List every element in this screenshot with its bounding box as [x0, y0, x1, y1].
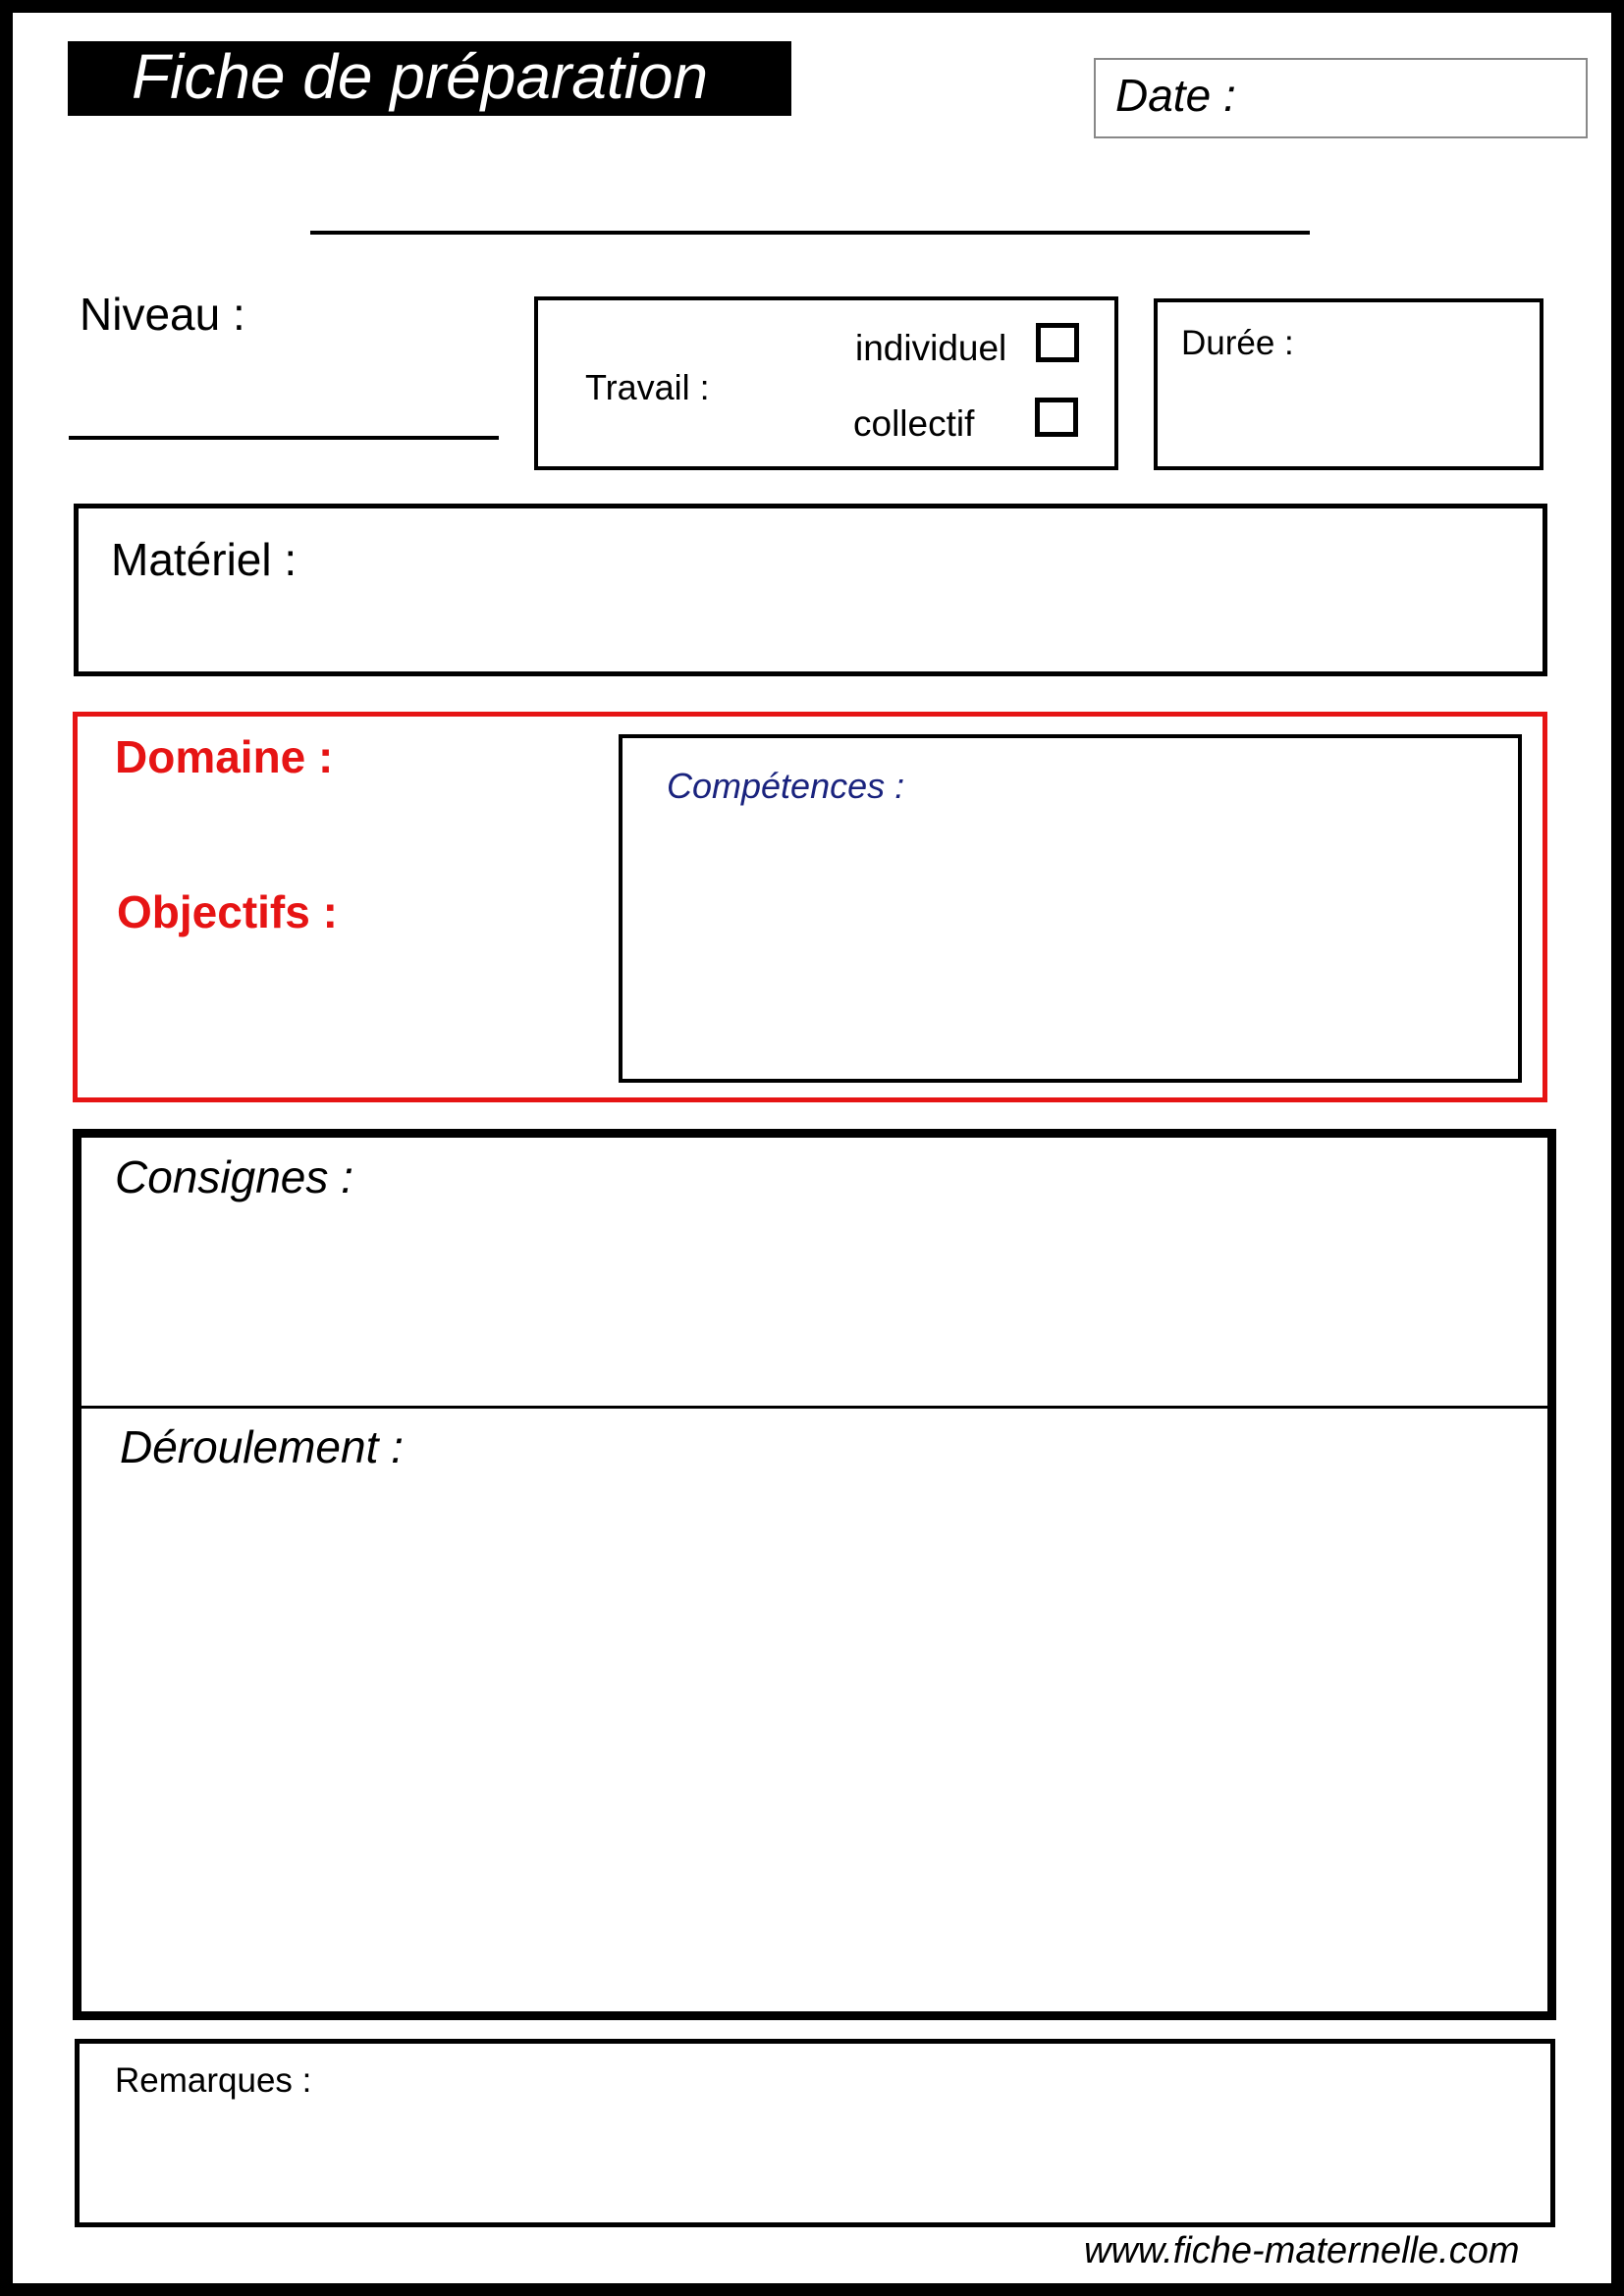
collectif-checkbox[interactable] [1035, 398, 1078, 437]
deroulement-label: Déroulement : [120, 1421, 404, 1472]
section-divider [79, 1406, 1550, 1409]
footer-url: www.fiche-maternelle.com [1084, 2230, 1520, 2271]
duree-label: Durée : [1181, 324, 1294, 362]
niveau-writing-line[interactable] [69, 436, 499, 440]
niveau-label: Niveau : [80, 289, 245, 340]
consignes-label: Consignes : [115, 1151, 353, 1202]
objectifs-label: Objectifs : [117, 886, 338, 937]
materiel-field[interactable] [74, 504, 1547, 676]
materiel-label: Matériel : [111, 534, 298, 585]
domaine-label: Domaine : [115, 731, 334, 782]
page-title: Fiche de préparation [132, 41, 709, 112]
date-label: Date : [1115, 70, 1236, 121]
individuel-label: individuel [855, 328, 1007, 368]
competences-label: Compétences : [667, 766, 905, 806]
title-writing-line[interactable] [310, 231, 1310, 235]
collectif-label: collectif [853, 403, 975, 444]
consignes-deroulement-section [73, 1129, 1556, 2020]
remarques-label: Remarques : [115, 2061, 312, 2100]
individuel-checkbox[interactable] [1036, 323, 1079, 362]
travail-label: Travail : [585, 367, 710, 407]
